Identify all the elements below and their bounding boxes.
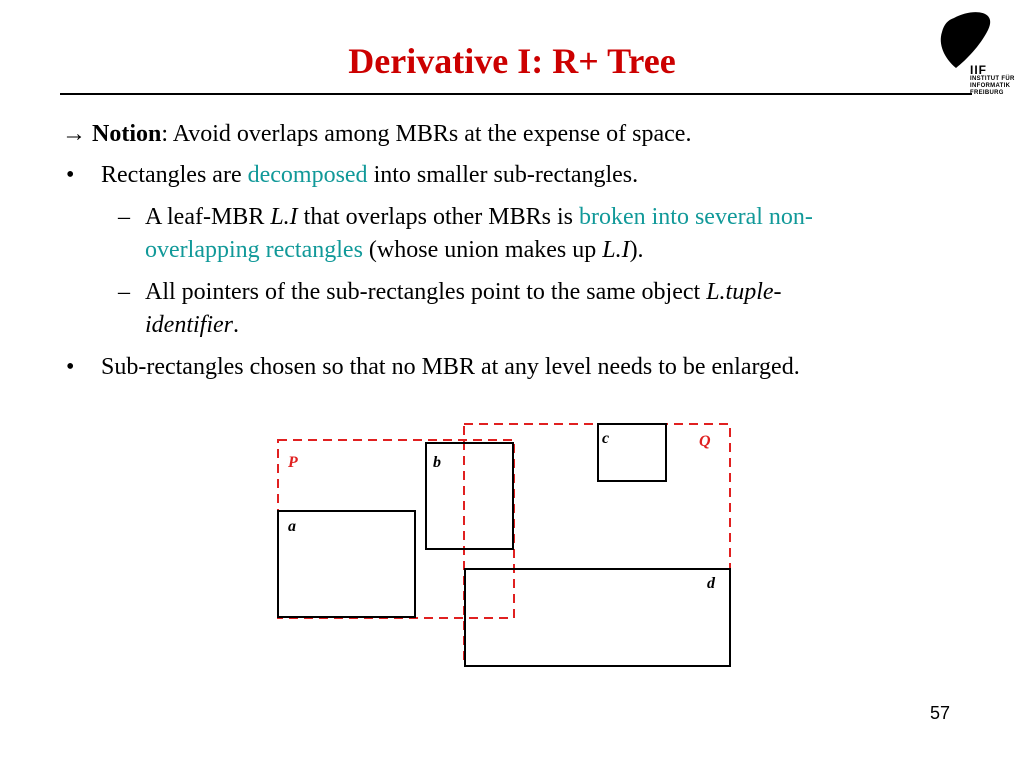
mbr-p xyxy=(278,440,514,618)
dash-icon: – xyxy=(118,279,130,305)
label-d: d xyxy=(707,575,715,592)
sub-1-pre: A leaf-MBR xyxy=(145,204,271,230)
sub-1-mid: that overlaps other MBRs is xyxy=(297,204,579,230)
sub-2-ital-1: L.tuple- xyxy=(706,279,782,305)
notion-line xyxy=(62,120,691,148)
sub-bullet-2-line-1 xyxy=(145,278,782,306)
label-c: c xyxy=(602,430,610,447)
sub-1-post-pre: (whose union makes up xyxy=(362,237,603,263)
bullet-1-post: into smaller sub-rectangles. xyxy=(367,162,639,188)
sub-1-accent-1: broken into several non- xyxy=(578,204,813,230)
sub-1-ital: L.I xyxy=(270,204,298,230)
sub-bullet-1-line-2 xyxy=(145,236,644,264)
arrow-icon: → xyxy=(62,121,86,147)
sub-bullet-1-line-1 xyxy=(145,203,813,231)
sub-2-end: . xyxy=(232,312,239,338)
bullet-1 xyxy=(101,161,638,189)
notion-text: : Avoid overlaps among MBRs at the expense of space. xyxy=(161,121,692,147)
bullet-icon: • xyxy=(66,354,75,380)
logo-wordmark xyxy=(970,64,1022,97)
sub-2-ital-2: identifier xyxy=(145,312,233,338)
r-plus-tree-diagram xyxy=(270,418,740,678)
logo-line-1: INSTITUT FÜR xyxy=(970,76,1015,82)
notion-label: Notion xyxy=(92,121,162,147)
bullet-1-accent: decomposed xyxy=(247,162,368,188)
page-number: 57 xyxy=(930,703,951,723)
logo-big-text: IIF xyxy=(970,63,987,77)
sub-bullet-2-line-2 xyxy=(145,311,239,339)
bullet-1-pre: Rectangles are xyxy=(101,162,248,188)
sub-1-post-ital: L.I xyxy=(602,237,630,263)
sub-2-pre: All pointers of the sub-rectangles point to the same object xyxy=(145,279,707,305)
title-divider xyxy=(60,93,972,95)
sub-1-accent-2: overlapping rectangles xyxy=(145,237,363,263)
logo-line-3: FREIBURG xyxy=(970,90,1004,96)
sub-1-post-end: ). xyxy=(629,237,644,263)
slide-title: Derivative I: R+ Tree xyxy=(348,41,676,81)
label-p: P xyxy=(288,454,298,471)
dash-icon: – xyxy=(118,204,130,230)
logo-line-2: INFORMATIK xyxy=(970,83,1011,89)
label-a: a xyxy=(288,518,296,535)
label-q: Q xyxy=(699,433,711,450)
bullet-icon: • xyxy=(66,162,75,188)
label-b: b xyxy=(433,454,441,471)
rect-a xyxy=(278,511,415,617)
bullet-2: Sub-rectangles chosen so that no MBR at any level needs to be enlarged. xyxy=(101,354,800,380)
